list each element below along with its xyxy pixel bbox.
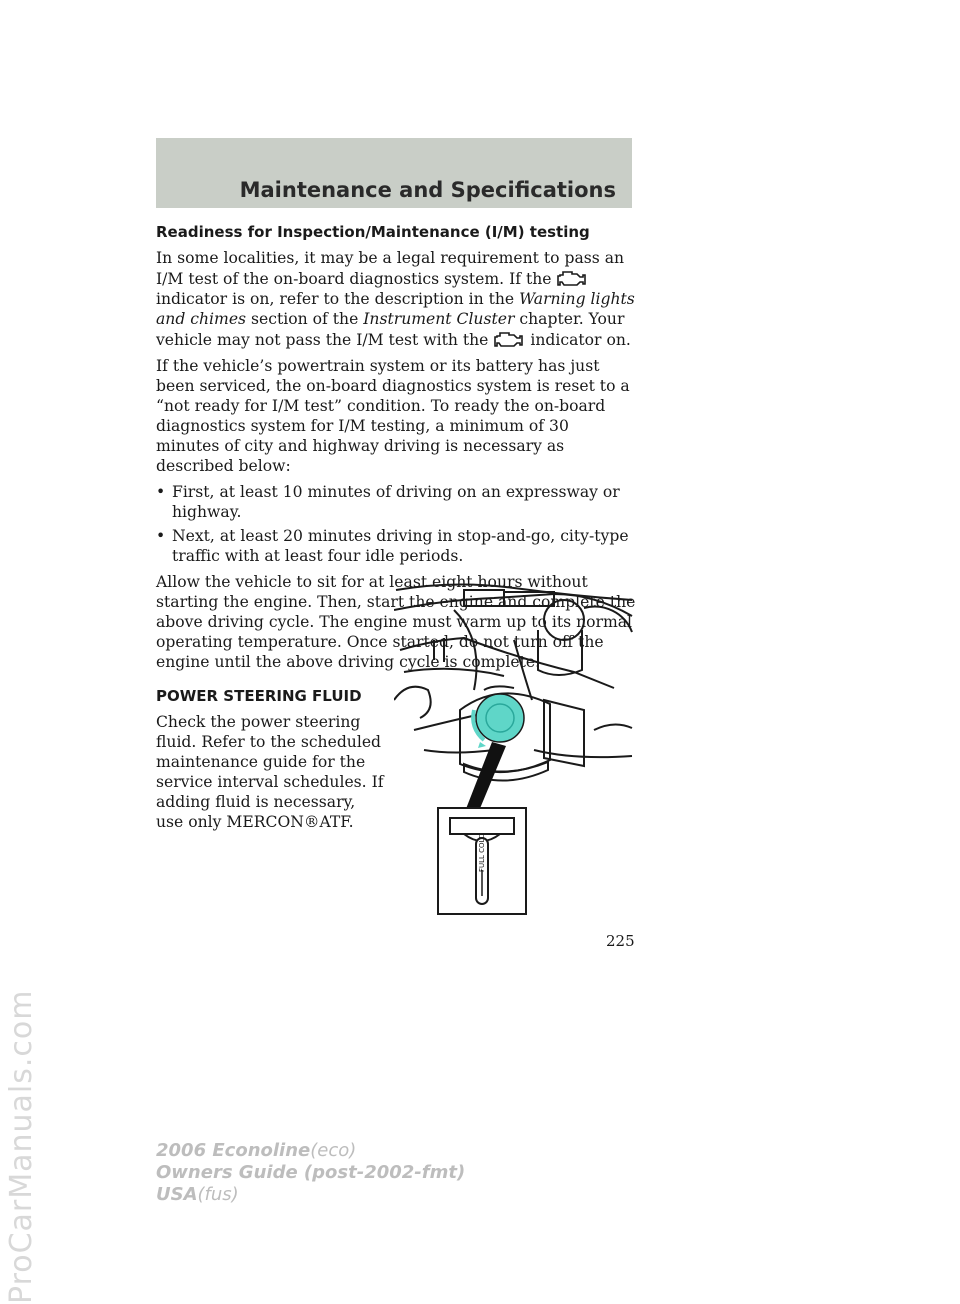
watermark: ProCarManuals.com bbox=[4, 989, 39, 1304]
driving-cycle-list bbox=[156, 482, 636, 566]
paragraph-reset: If the vehicle’s powertrain system or its battery has just been serviced, the on-board diagnostics system is reset to a “not ready for I/M test” condition. To ready the on-board diagnostics system for I/M testing, a minimum of 30 minutes of city and highway driving is necessary as described below: bbox=[156, 357, 630, 475]
paragraph-power-steering: Check the power steering fluid. Refer to the scheduled maintenance guide for the service interval schedules. If adding fluid is necessary, use only MERCON®ATF. bbox=[156, 713, 384, 831]
page-number: 225 bbox=[606, 932, 635, 950]
paragraph-im-intro: In some localities, it may be a legal requirement to pass an I/M test of the on-board diagnostics system. If the indicator is on, refer to the description in the Warning lights and chimes section of the Instrument Cluster chapter. Your vehicle may not pass the I/M test with the indicator on. bbox=[156, 249, 635, 349]
chapter-header-band bbox=[156, 138, 632, 208]
chapter-title: Maintenance and Specifications bbox=[239, 178, 616, 202]
paragraph-sit: Allow the vehicle to sit for at least eight hours without starting the engine. Then, start the engine and complete the above driving cycle. The engine must warm up to its normal operating temperature. Once started, do not turn off the engine until the above driving cycle is complete. bbox=[156, 573, 636, 671]
check-engine-icon bbox=[493, 329, 525, 349]
section-heading-power-steering: POWER STEERING FLUID bbox=[156, 687, 362, 705]
section-heading-im-testing: Readiness for Inspection/Maintenance (I/M) testing bbox=[156, 223, 590, 241]
dipstick-label: FULL COLD bbox=[478, 833, 486, 872]
document-footer: 2006 Econoline(eco) Owners Guide (post-2002-fmt) USA(fus) bbox=[156, 1140, 466, 1205]
list-item: • Next, at least 20 minutes driving in stop-and-go, city-type traffic with at least four idle periods. bbox=[156, 526, 636, 566]
power-steering-reservoir-illustration bbox=[394, 580, 634, 916]
check-engine-icon bbox=[556, 268, 588, 288]
list-item: • First, at least 10 minutes of driving on an expressway or highway. bbox=[156, 482, 636, 522]
